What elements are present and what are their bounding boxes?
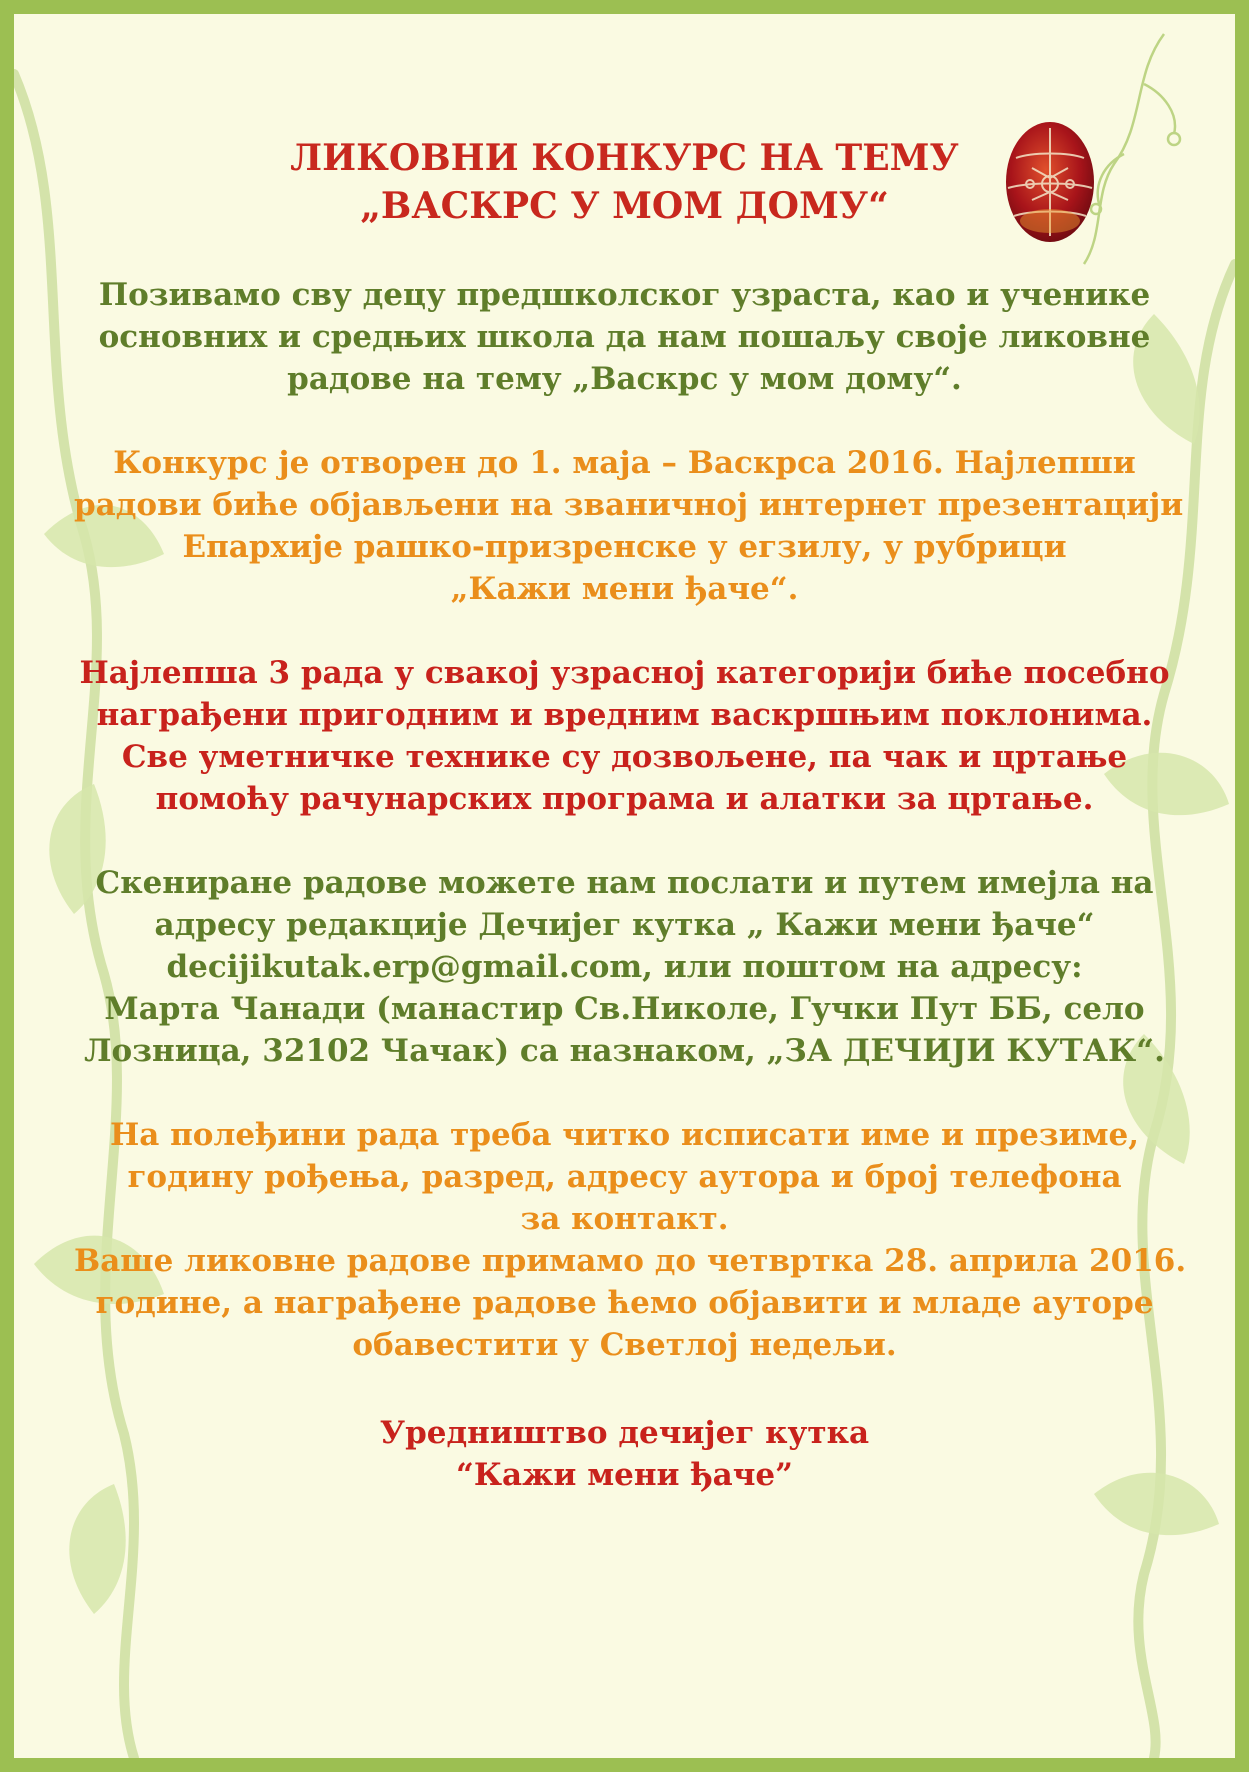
deadline-paragraph <box>74 442 1184 610</box>
awards-paragraph <box>74 652 1175 820</box>
text-line: године, а награђене радове ћемо објавити и младе ауторе <box>95 1285 1154 1321</box>
text-line: награђени пригодним и вредним васкршњим поклонима. <box>96 697 1153 733</box>
text-line: Све уметничке технике су дозвољене, па чак и цртање <box>121 739 1128 775</box>
text-line: адресу редакције Дечијег кутка „ Кажи мени ђаче“ <box>154 907 1095 943</box>
text-line: На полеђини рада треба читко исписати име и презиме, <box>109 1117 1140 1153</box>
signature <box>74 1412 1175 1496</box>
poster-title <box>74 134 1175 230</box>
title-line: ЛИКОВНИ КОНКУРС НА ТЕМУ <box>290 137 959 179</box>
text-line: радови биће објављени на званичној интернет презентацији <box>74 487 1184 523</box>
text-line: Марта Чанади (манастир Св.Николе, Гучки Пут ББ, село <box>104 991 1145 1027</box>
text-line: за контакт. <box>520 1201 729 1237</box>
text-line: годину рођења, разред, адресу аутора и број телефона <box>127 1159 1122 1195</box>
title-line: „ВАСКРС У МОМ ДОМУ“ <box>360 185 889 227</box>
text-line: Позивамо сву децу предшколског узраста, као и ученике <box>98 277 1151 313</box>
signature-line: Уредништво дечијег кутка <box>379 1415 870 1451</box>
text-line: Конкурс је отворен до 1. маја – Васкрса 2016. Најлепши <box>113 445 1136 481</box>
poster-content <box>74 134 1187 1496</box>
instructions-paragraph <box>74 1114 1187 1366</box>
text-line: Ваше ликовне радове примамо до четвртка 28. априла 2016. <box>74 1243 1187 1279</box>
text-line: обавестити у Светлој недељи. <box>352 1327 897 1363</box>
text-line: помоћу рачунарских програма и алатки за цртање. <box>155 781 1094 817</box>
text-line: Лозница, 32102 Чачак) са назнаком, „ЗА ДЕЧИЈИ КУТАК“. <box>84 1033 1165 1069</box>
text-line: радове на тему „Васкрс у мом дому“. <box>287 361 962 397</box>
signature-line: “Кажи мени ђаче” <box>456 1457 793 1493</box>
text-line: основних и средњих школа да нам пошаљу своје ликовне <box>98 319 1151 355</box>
text-line: Скениране радове можете нам послати и путем имејла на <box>95 865 1154 901</box>
text-line: Најлепша 3 рада у свакој узрасној категорији биће посебно <box>79 655 1170 691</box>
email-address: decijikutak.erp@gmail.com, или поштом на адресу: <box>166 949 1083 985</box>
text-line: „Кажи мени ђаче“. <box>450 571 799 607</box>
invitation-paragraph <box>74 274 1175 400</box>
submission-paragraph <box>74 862 1175 1072</box>
text-line: Епархије рашко-призренске у егзилу, у рубрици <box>182 529 1067 565</box>
